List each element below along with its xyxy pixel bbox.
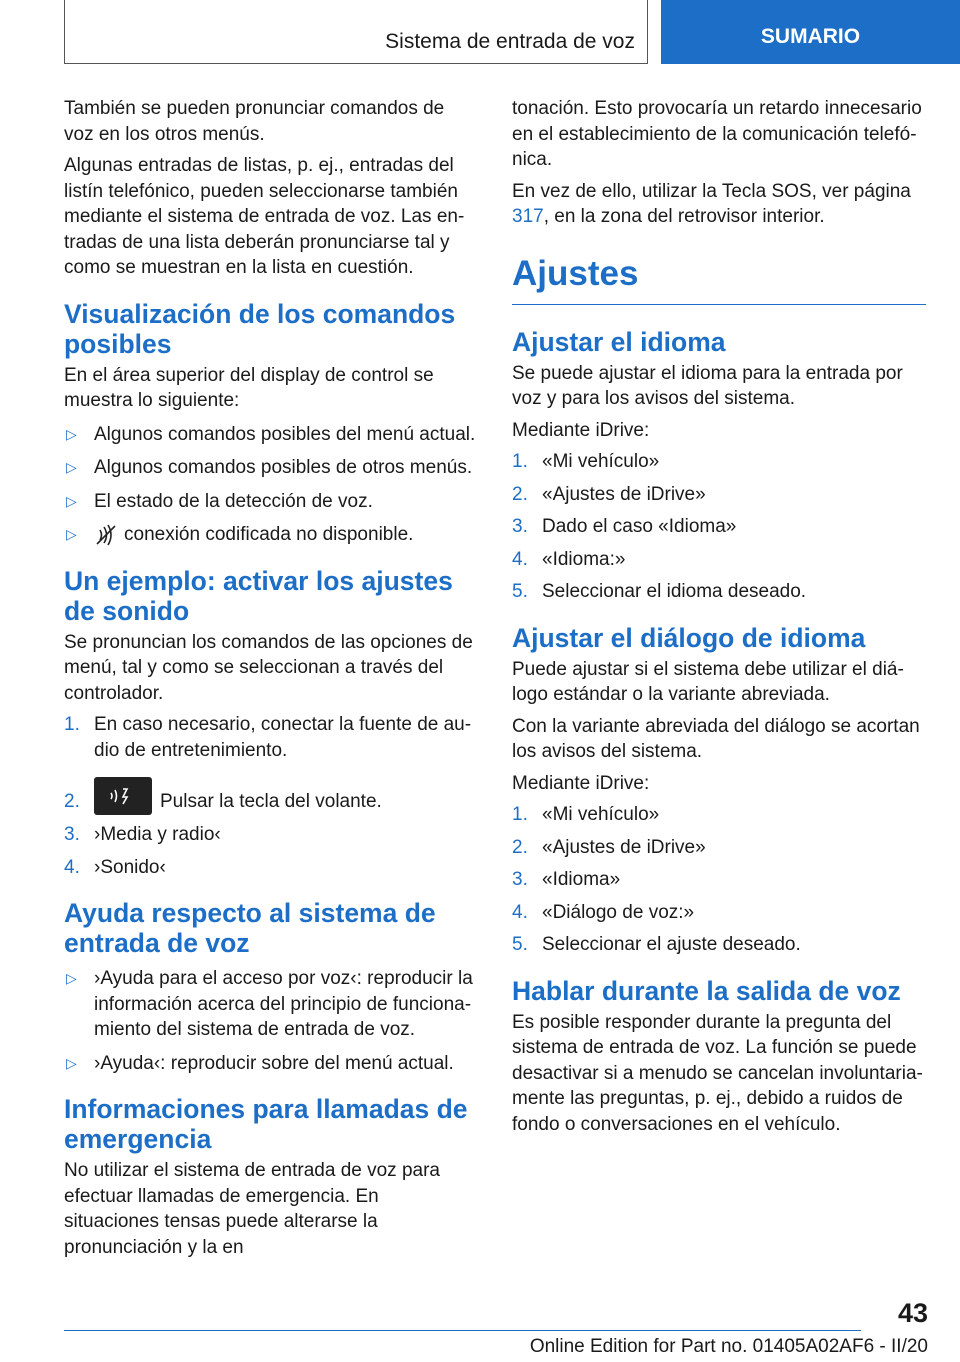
header-title-box (64, 0, 648, 64)
list-item: ▷ ›Ayuda‹: reproducir sobre del menú actual. (64, 1051, 478, 1077)
step-item: 1. En caso necesario, conectar la fuente de audio de entretenimiento. (64, 714, 472, 761)
step-item: 5. Seleccionar el idioma deseado. (512, 581, 807, 602)
triangle-bullet-icon: ▷ (66, 459, 77, 475)
heading-informaciones: Informaciones para llamadas de emergencia (64, 1094, 468, 1154)
step-item: 2. Pulsar la tecla del volante. (64, 777, 478, 815)
step-item: 1. «Mi vehículo» (512, 804, 660, 825)
paragraph: También se pueden pronunciar comandos de voz en los otros menús. (64, 98, 445, 145)
paragraph: Se pronuncian los comandos de las opciones de menú, tal y como se seleccionan a través del controlador. (64, 631, 473, 704)
step-item: 3. ›Media y radio‹ (64, 824, 221, 845)
triangle-bullet-icon: ▷ (66, 425, 77, 442)
heading-ejemplo: Un ejemplo: activar los ajustes de sonido (64, 565, 453, 626)
step-item: 2. «Ajustes de iDrive» (512, 483, 706, 505)
paragraph: Puede ajustar si el sistema debe utilizar el diálogo estándar o la variante abreviada. (512, 658, 904, 705)
step-item: 3. «Idioma» (512, 869, 621, 890)
step-item: 3. Dado el caso «Idioma» (512, 516, 737, 537)
step-item: 5. Seleccionar el ajuste deseado. (512, 934, 801, 955)
list-item: ▷ conexión codificada no disponible. (64, 522, 478, 548)
triangle-bullet-icon: ▷ (66, 1054, 77, 1071)
heading-dialogo: Ajustar el diálogo de idioma (512, 622, 866, 653)
voice-button-icon (94, 777, 152, 815)
heading-ayuda: Ayuda respecto al sistema de entrada de voz (64, 898, 436, 958)
page-number: 43 (897, 1298, 928, 1328)
triangle-bullet-icon: ▷ (66, 526, 77, 542)
heading-ajustes: Ajustes (512, 252, 926, 305)
triangle-bullet-icon: ▷ (66, 970, 77, 986)
paragraph: Se puede ajustar el idioma para la entrada por voz y para los avisos del sistema. (512, 362, 903, 409)
voice-disabled-icon (94, 524, 118, 546)
paragraph: Algunas entradas de listas, p. ej., entradas del listín telefónico, pueden seleccionarse también mediante el sistema de entrada de voz. Las entradas de una lista deberán pronunciarse tal y como se muestran en la lista en cuestión. (64, 155, 465, 278)
step-item: 4. «Idioma:» (512, 548, 626, 570)
paragraph: No utilizar el sistema de entrada de voz para efectuar llamadas de emergencia. En situaciones tensas puede alterarse la pronunciación y la en (64, 1160, 440, 1258)
page-link[interactable]: 317 (512, 206, 544, 227)
paragraph: En el área superior del display de control se muestra lo siguiente: (64, 364, 434, 411)
step-item: 2. «Ajustes de iDrive» (512, 836, 706, 858)
list-item: ▷ Algunos comandos posibles del menú actual. (64, 422, 478, 448)
heading-hablar: Hablar durante la salida de voz (512, 975, 901, 1006)
heading-visualizacion: Visualización de los comandos posibles (64, 298, 456, 359)
chapter-title: Sistema de entrada de voz (385, 30, 635, 53)
footer-divider (64, 1330, 861, 1331)
list-item: ▷ ›Ayuda para el acceso por voz‹: reproducir la información acerca del principio de funcionamiento del sistema de entrada de voz. (66, 968, 473, 1040)
list-item: ▷ El estado de la detección de voz. (64, 489, 478, 515)
triangle-bullet-icon: ▷ (66, 492, 77, 509)
paragraph: tonación. Esto provocaría un retardo innecesario en el establecimiento de la comunicación telefónica. (512, 98, 922, 170)
paragraph: Con la variante abreviada del diálogo se acortan los avisos del sistema. (512, 715, 920, 762)
footer-edition: Online Edition for Part no. 01405A02AF6 - II/20 (529, 1336, 928, 1357)
paragraph: Mediante iDrive: (512, 419, 650, 441)
left-column (64, 96, 478, 1266)
paragraph: En vez de ello, utilizar la Tecla SOS, ver página 317, en la zona del retrovisor interior. (512, 180, 911, 227)
step-item: 4. ›Sonido‹ (64, 856, 166, 878)
heading-ajustar-idioma: Ajustar el idioma (512, 326, 726, 357)
step-item: 1. «Mi vehículo» (512, 451, 660, 472)
paragraph: Mediante iDrive: (512, 772, 650, 794)
sumario-button[interactable]: SUMARIO (661, 0, 960, 64)
right-column (512, 96, 926, 1143)
paragraph: Es posible responder durante la pregunta del sistema de entrada de voz. La función se puede desactivar si a menudo se cancelan involuntariamente las preguntas, p. ej., debido a ruidos de fondo o conversaciones en el vehículo. (512, 1011, 923, 1135)
step-item: 4. «Diálogo de voz:» (512, 901, 695, 923)
list-item: ▷ Algunos comandos posibles de otros menús. (64, 455, 478, 481)
